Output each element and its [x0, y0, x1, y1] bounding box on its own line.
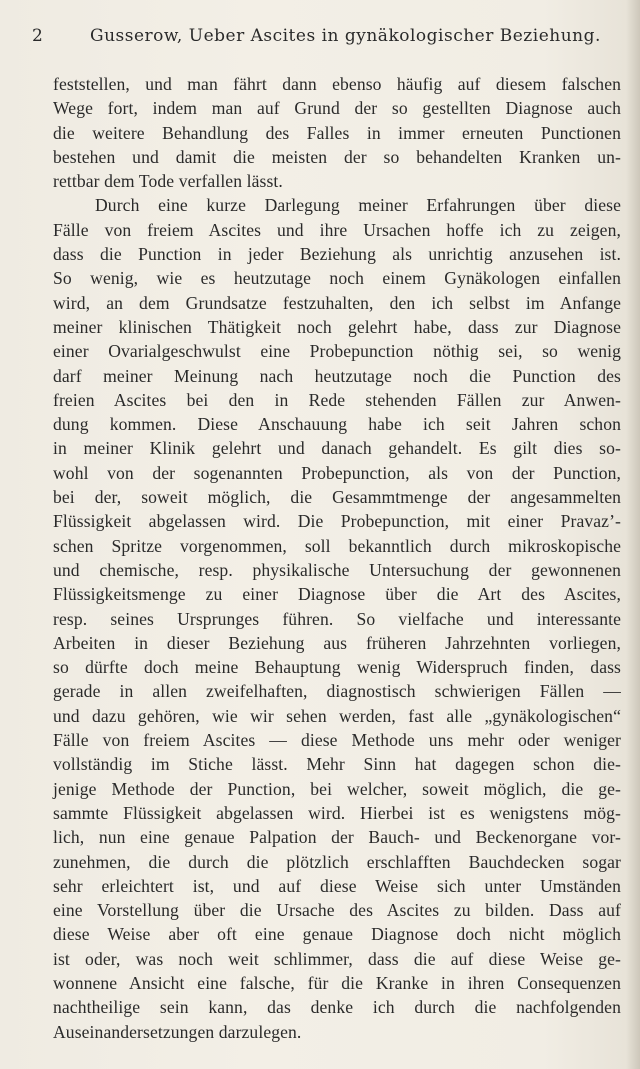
text-line: und chemische, resp. physikalische Untersuchung der gewonnenen: [53, 559, 621, 580]
text-line: feststellen, und man fährt dann ebenso häufig auf diesem falschen: [53, 74, 621, 94]
text-line: Arbeiten in dieser Beziehung aus früheren Jahrzehnten vorliegen,: [53, 632, 621, 653]
text-line: Flüssigkeit abgelassen wird. Die Probepunction, mit einer Pravaz’-: [53, 511, 621, 532]
text-line: in meiner Klinik gelehrt und danach gehandelt. Es gilt dies so-: [53, 438, 621, 459]
text-line: Auseinandersetzungen darzulegen.: [53, 1021, 302, 1042]
text-line: Durch eine kurze Darlegung meiner Erfahrungen über diese: [95, 195, 621, 216]
text-line: Flüssigkeitsmenge zu einer Diagnose über die Art des Ascites,: [53, 584, 621, 605]
text-line: rettbar dem Tode verfallen lässt.: [53, 171, 283, 192]
text-line: dung kommen. Diese Anschauung habe ich seit Jahren schon: [53, 414, 621, 435]
text-line: Wege fort, indem man auf Grund der so gestellten Diagnose auch: [53, 98, 621, 119]
text-line: sammte Flüssigkeit abgelassen wird. Hierbei ist es wenigstens mög-: [53, 802, 621, 823]
text-line: resp. seines Ursprunges führen. So vielfache und interessante: [53, 608, 621, 629]
text-line: die weitere Behandlung des Falles in immer erneuten Punctionen: [53, 122, 621, 143]
running-header: [32, 26, 612, 50]
page-number: 2: [32, 26, 44, 46]
text-line: bestehen und damit die meisten der so behandelten Kranken un-: [53, 146, 621, 167]
text-line: lich, nun eine genaue Palpation der Bauch- und Beckenorgane vor-: [53, 827, 621, 848]
text-line: jenige Methode der Punction, bei welcher, soweit möglich, die ge-: [53, 778, 621, 799]
text-line: ist oder, was noch weit schlimmer, dass die auf diese Weise ge-: [53, 948, 621, 969]
text-line: vollständig im Stiche lässt. Mehr Sinn hat dagegen schon die-: [53, 754, 621, 775]
text-line: bei der, soweit möglich, die Gesammtmenge der angesammelten: [53, 487, 621, 508]
text-line: einer Ovarialgeschwulst eine Probepunction nöthig sei, so wenig: [53, 341, 621, 362]
text-line: nachtheilige sein kann, das denke ich durch die nachfolgenden: [53, 997, 621, 1018]
text-line: gerade in allen zweifelhaften, diagnostisch schwierigen Fällen —: [53, 681, 621, 702]
text-line: wird, an dem Grundsatze festzuhalten, den ich selbst im Anfange: [53, 292, 621, 313]
paragraph-1: [53, 72, 621, 193]
text-line: meiner klinischen Thätigkeit noch gelehrt habe, dass zur Diagnose: [53, 316, 621, 337]
text-line: dass die Punction in jeder Beziehung als unrichtig anzusehen ist.: [53, 244, 621, 265]
text-line: diese Weise aber oft eine genaue Diagnose doch nicht möglich: [53, 924, 621, 945]
text-line: zunehmen, die durch die plötzlich erschlafften Bauchdecken sogar: [53, 851, 621, 872]
text-line: wonnene Ansicht eine falsche, für die Kranke in ihren Consequenzen: [53, 972, 621, 993]
text-line: wohl von der sogenannten Probepunction, als von der Punction,: [53, 462, 621, 483]
text-line: und dazu gehören, wie wir sehen werden, fast alle „gynäkologischen“: [53, 705, 621, 726]
body-text: [53, 72, 621, 1044]
paragraph-2: [53, 193, 621, 1043]
text-line: Fälle von freiem Ascites — diese Methode uns mehr oder weniger: [53, 730, 621, 751]
text-line: So wenig, wie es heutzutage noch einem Gynäkologen einfallen: [53, 268, 621, 289]
running-title: Gusserow, Ueber Ascites in gynäkologischer Beziehung.: [90, 26, 601, 46]
text-line: schen Spritze vorgenommen, soll bekanntlich durch mikroskopische: [53, 535, 621, 556]
page-edge-shadow: [626, 0, 640, 1069]
text-line: darf meiner Meinung nach heutzutage noch die Punction des: [53, 365, 621, 386]
text-line: so dürfte doch meine Behauptung wenig Widerspruch finden, dass: [53, 657, 621, 678]
text-line: sehr erleichtert ist, und auf diese Weise sich unter Umständen: [53, 875, 621, 896]
text-line: Fälle von freiem Ascites und ihre Ursachen hoffe ich zu zeigen,: [53, 219, 621, 240]
text-line: eine Vorstellung über die Ursache des Ascites zu bilden. Dass auf: [53, 900, 621, 921]
text-line: freien Ascites bei den in Rede stehenden Fällen zur Anwen-: [53, 389, 621, 410]
